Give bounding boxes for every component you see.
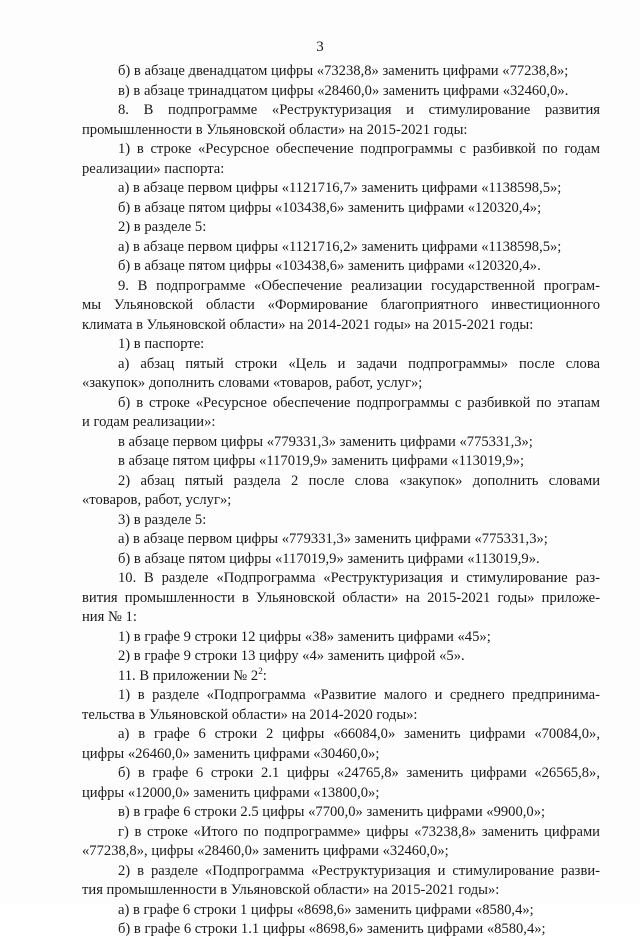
text-line-content: 2) абзац пятый раздела 2 после слова «закупок» дополнить словами	[118, 472, 600, 489]
text-line	[82, 238, 600, 258]
text-line	[82, 628, 600, 648]
text-line	[82, 920, 600, 940]
text-line-content: мы Ульяновской области «Формирование благоприятного инвестиционного	[82, 297, 600, 313]
text-line-content: б) в графе 6 строки 2.1 цифры «24765,8» заменить цифрами «26565,8»,	[118, 765, 600, 781]
text-line-content: б) в абзаце пятом цифры «103438,6» заменить цифрами «120320,4».	[118, 258, 541, 274]
text-line-content: г) в строке «Итого по подпрограмме» цифры «73238,8» заменить цифрами	[118, 823, 600, 840]
text-line-content: «77238,8», цифры «28460,0» заменить цифрами «32460,0»;	[82, 843, 449, 859]
text-line-content: б) в графе 6 строки 1.1 цифры «8698,6» заменить цифрами «8580,4»;	[118, 921, 546, 937]
text-line	[82, 803, 600, 823]
text-line	[82, 452, 600, 472]
text-line	[82, 784, 600, 804]
text-line-content: 2) в разделе «Подпрограмма «Реструктуризация и стимулирование разви-	[118, 862, 600, 879]
text-line-content: «товаров, работ, услуг»;	[82, 492, 232, 508]
text-line	[82, 199, 600, 219]
text-line	[82, 355, 600, 375]
text-line	[82, 881, 600, 901]
text-line	[82, 706, 600, 726]
text-line-content: климата в Ульяновской области» на 2014-2021 годы» на 2015-2021 годы:	[82, 316, 534, 333]
text-line	[82, 296, 600, 316]
text-line	[82, 842, 600, 862]
text-line	[82, 82, 600, 102]
text-line	[82, 316, 600, 336]
text-line	[82, 62, 600, 82]
text-line	[82, 764, 600, 784]
text-line	[82, 160, 600, 180]
text-line	[82, 686, 600, 706]
text-line	[82, 277, 600, 297]
text-line	[82, 569, 600, 589]
text-line	[82, 901, 600, 921]
text-line-content: 3) в разделе 5:	[118, 511, 207, 528]
text-line-content: цифры «12000,0» заменить цифрами «13800,0»;	[82, 784, 380, 801]
text-line-content: а) в абзаце первом цифры «1121716,7» заменить цифрами «1138598,5»;	[118, 180, 562, 196]
text-line	[82, 433, 600, 453]
text-line-content: 9. В подпрограмме «Обеспечение реализации государственной програм-	[118, 277, 600, 294]
text-line-content: б) в строке «Ресурсное обеспечение подпрограммы с разбивкой по этапам	[118, 394, 600, 411]
text-line	[82, 335, 600, 355]
text-line-content: в) в графе 6 строки 2.5 цифры «7700,0» заменить цифрами «9900,0»;	[118, 804, 546, 820]
text-line	[82, 472, 600, 492]
text-line-content: а) в абзаце первом цифры «1121716,2» заменить цифрами «1138598,5»;	[118, 238, 562, 255]
text-suffix: :	[262, 667, 267, 684]
text-line-content: ния № 1:	[82, 609, 137, 625]
text-line	[82, 374, 600, 394]
text-line	[82, 667, 600, 687]
text-line-content: 1) в строке «Ресурсное обеспечение подпрограммы с разбивкой по годам	[118, 141, 600, 157]
text-line-content: а) в графе 6 строки 2 цифры «66084,0» заменить цифрами «70084,0»,	[118, 726, 600, 742]
text-line-content: в абзаце пятом цифры «117019,9» заменить цифрами «113019,9»;	[118, 453, 525, 469]
text-line-content: 10. В разделе «Подпрограмма «Реструктуризация и стимулирование раз-	[118, 570, 600, 586]
text-line-content: и годам реализации»:	[82, 414, 216, 430]
text-line-content: 2) в разделе 5:	[118, 219, 207, 235]
text-line	[82, 530, 600, 550]
text-line	[82, 121, 600, 141]
text-line-content: «закупок» дополнить словами «товаров, работ, услуг»;	[82, 375, 423, 391]
text-line	[82, 140, 600, 160]
text-line	[82, 745, 600, 765]
text-line	[82, 413, 600, 433]
text-line	[82, 218, 600, 238]
text-line	[82, 608, 600, 628]
text-line-content: 1) в паспорте:	[118, 336, 205, 352]
text-line	[82, 511, 600, 531]
text-line	[82, 491, 600, 511]
text-line-content: 11. В приложении № 2	[118, 667, 259, 684]
text-line-content: в абзаце первом цифры «779331,3» заменить цифрами «775331,3»;	[118, 433, 533, 450]
text-line	[82, 725, 600, 745]
text-line-content: а) в графе 6 строки 1 цифры «8698,6» заменить цифрами «8580,4»;	[118, 901, 534, 918]
text-line-content: б) в абзаце двенадцатом цифры «73238,8» заменить цифрами «77238,8»;	[118, 63, 569, 79]
text-line	[82, 257, 600, 277]
text-line	[82, 550, 600, 570]
text-line	[82, 101, 600, 121]
text-line-content: 1) в графе 9 строки 12 цифры «38» заменить цифрами «45»;	[118, 628, 491, 645]
text-line-content: 1) в разделе «Подпрограмма «Развитие малого и среднего предпринима-	[118, 687, 600, 703]
text-line	[82, 394, 600, 414]
superscript: 2	[258, 666, 263, 676]
text-line-content: а) в абзаце первом цифры «779331,3» заменить цифрами «775331,3»;	[118, 531, 548, 547]
text-line-content: б) в абзаце пятом цифры «117019,9» заменить цифрами «113019,9».	[118, 550, 540, 567]
text-line-content: тельства в Ульяновской области» на 2014-2020 годы»:	[82, 706, 418, 723]
text-line-content: 2) в графе 9 строки 13 цифру «4» заменить цифрой «5».	[118, 648, 465, 664]
text-line-content: промышленности в Ульяновской области» на 2015-2021 годы:	[82, 121, 468, 138]
text-line	[82, 647, 600, 667]
text-line	[82, 823, 600, 843]
text-line-content: а) абзац пятый строки «Цель и задачи подпрограммы» после слова	[118, 355, 600, 372]
text-line-content: вития промышленности в Ульяновской области» на 2015-2021 годы» приложе-	[82, 589, 600, 606]
text-line-content: цифры «26460,0» заменить цифрами «30460,0»;	[82, 745, 380, 762]
text-line-content: тия промышленности в Ульяновской области» на 2015-2021 годы»:	[82, 882, 500, 898]
text-line	[82, 589, 600, 609]
document-body	[82, 62, 600, 940]
text-line-content: 8. В подпрограмме «Реструктуризация и стимулирование развития	[118, 102, 600, 118]
page-number: 3	[316, 39, 324, 55]
text-line-content: б) в абзаце пятом цифры «103438,6» заменить цифрами «120320,4»;	[118, 199, 542, 216]
text-line	[82, 862, 600, 882]
text-line	[82, 179, 600, 199]
text-line-content: в) в абзаце тринадцатом цифры «28460,0» заменить цифрами «32460,0».	[118, 82, 569, 99]
text-line-content: реализации» паспорта:	[82, 160, 225, 177]
